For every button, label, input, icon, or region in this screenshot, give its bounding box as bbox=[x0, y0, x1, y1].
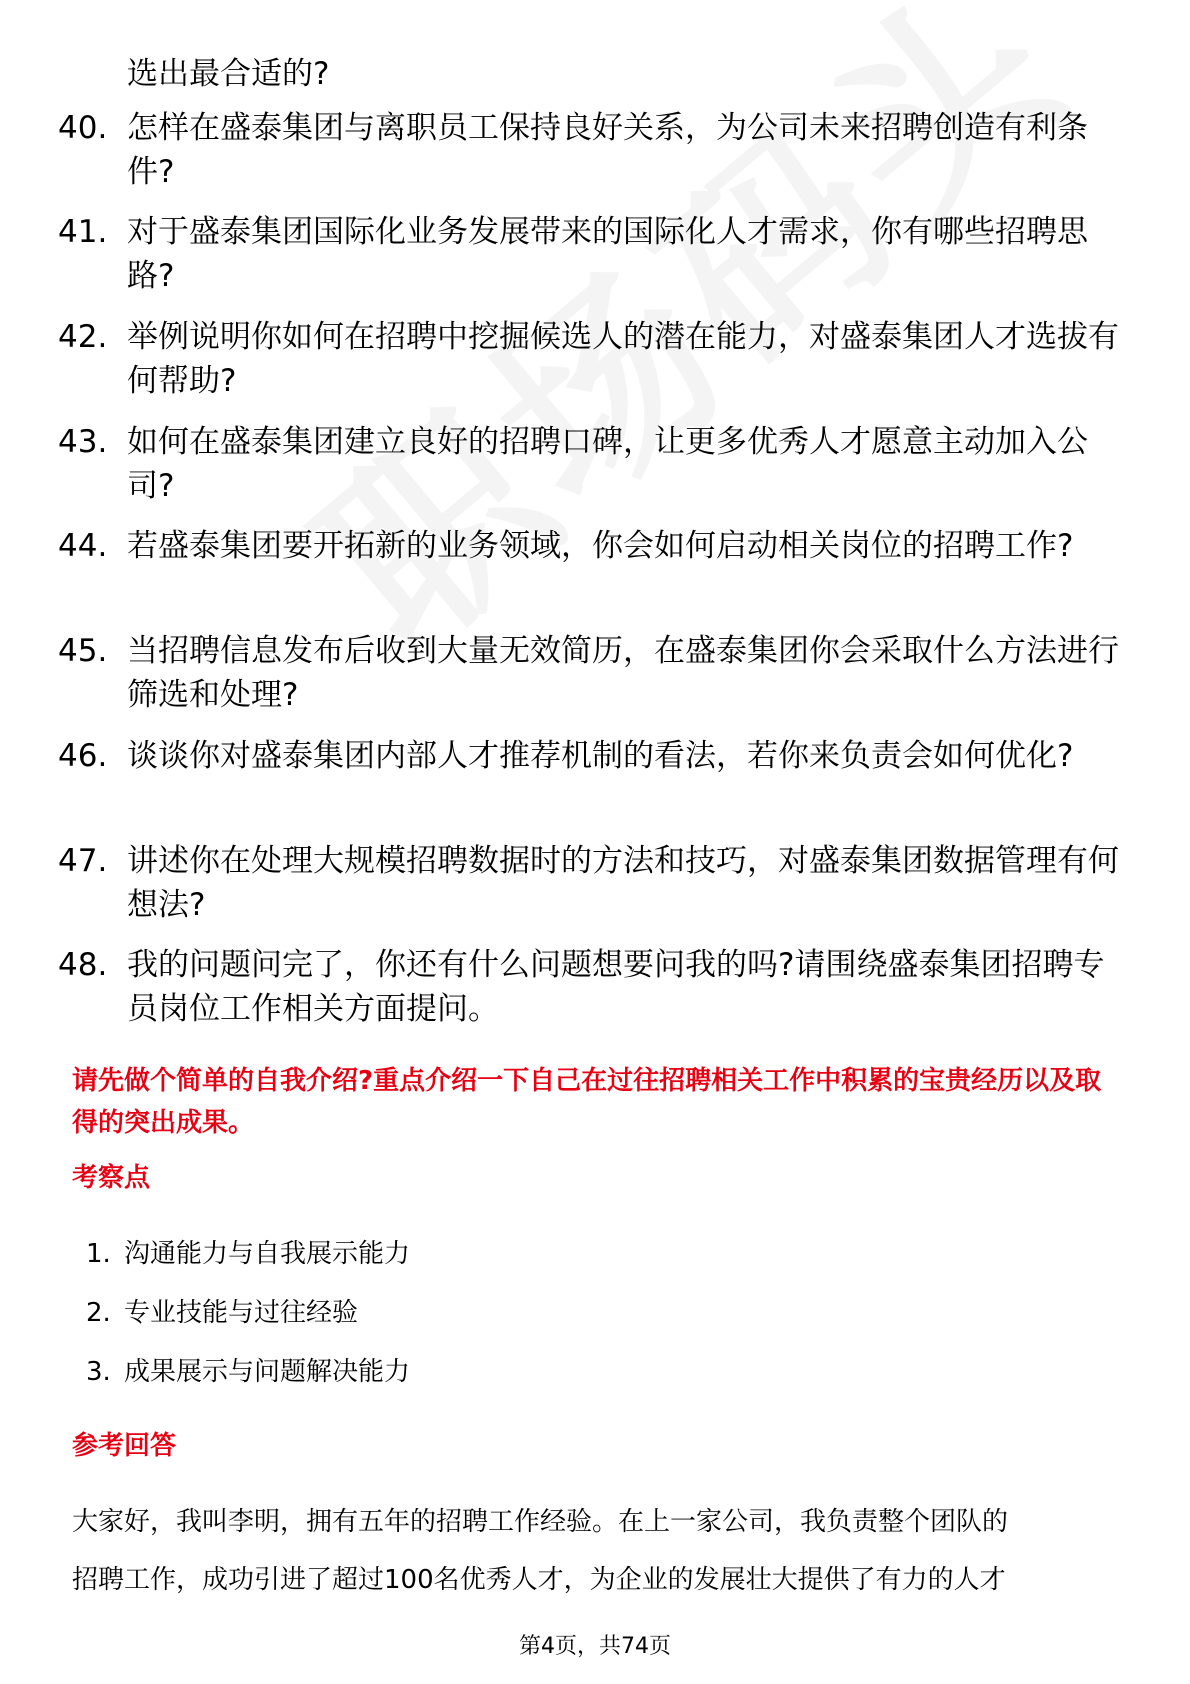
question-number: 42. bbox=[58, 319, 108, 355]
assessment-point-text: 成果展示与问题解决能力 bbox=[124, 1357, 411, 1387]
question-item bbox=[58, 734, 1118, 778]
question-item bbox=[58, 315, 1118, 403]
question-number: 44. bbox=[58, 528, 108, 564]
answer-line: 大家好，我叫李明，拥有五年的招聘工作经验。在上一家公司，我负责整个团队的 bbox=[72, 1507, 1009, 1537]
question-text: 对于盛泰集团国际化业务发展带来的国际化人才需求，你有哪些招聘思路? bbox=[127, 214, 1088, 294]
question-number: 48. bbox=[58, 947, 108, 983]
question-item bbox=[58, 839, 1118, 927]
reference-heading: 参考回答 bbox=[72, 1431, 177, 1461]
question-number: 41. bbox=[58, 214, 108, 250]
assessment-point-number: 2. bbox=[86, 1298, 111, 1328]
page-footer: 第4页，共74页 bbox=[519, 1634, 671, 1659]
reference-answer bbox=[72, 1493, 1122, 1609]
question-text: 若盛泰集团要开拓新的业务领域，你会如何启动相关岗位的招聘工作? bbox=[127, 528, 1074, 564]
question-text: 如何在盛泰集团建立良好的招聘口碑，让更多优秀人才愿意主动加入公司? bbox=[127, 424, 1088, 504]
question-text: 谈谈你对盛泰集团内部人才推荐机制的看法，若你来负责会如何优化? bbox=[127, 738, 1074, 774]
question-number: 43. bbox=[58, 424, 108, 460]
assessment-point bbox=[86, 1295, 358, 1331]
question-item bbox=[58, 106, 1118, 194]
assessment-point-text: 专业技能与过往经验 bbox=[124, 1298, 359, 1328]
assessment-point-text: 沟通能力与自我展示能力 bbox=[124, 1239, 411, 1269]
assessment-point-number: 3. bbox=[86, 1357, 111, 1387]
assessment-heading: 考察点 bbox=[72, 1163, 151, 1193]
question-item bbox=[58, 943, 1118, 1031]
question-item bbox=[58, 629, 1118, 717]
question-text: 举例说明你如何在招聘中挖掘候选人的潜在能力，对盛泰集团人才选拔有何帮助? bbox=[127, 319, 1119, 399]
question-text: 当招聘信息发布后收到大量无效简历，在盛泰集团你会采取什么方法进行筛选和处理? bbox=[127, 633, 1119, 713]
question-number: 45. bbox=[58, 633, 108, 669]
assessment-point-number: 1. bbox=[86, 1239, 111, 1269]
question-text: 怎样在盛泰集团与离职员工保持良好关系，为公司未来招聘创造有利条件? bbox=[127, 110, 1088, 190]
assessment-point bbox=[86, 1236, 410, 1272]
question-text: 我的问题问完了，你还有什么问题想要问我的吗?请围绕盛泰集团招聘专员岗位工作相关方面提问。 bbox=[127, 947, 1105, 1027]
question-continuation: 选出最合适的? bbox=[127, 56, 330, 92]
question-number: 47. bbox=[58, 843, 108, 879]
question-text: 讲述你在处理大规模招聘数据时的方法和技巧，对盛泰集团数据管理有何想法? bbox=[127, 843, 1119, 923]
question-item bbox=[58, 210, 1118, 298]
question-number: 40. bbox=[58, 110, 108, 146]
assessment-point bbox=[86, 1354, 410, 1390]
featured-question: 请先做个简单的自我介绍?重点介绍一下自己在过往招聘相关工作中积累的宝贵经历以及取得的突出成果。 bbox=[72, 1066, 1102, 1138]
question-item bbox=[58, 524, 1118, 568]
question-item bbox=[58, 420, 1118, 508]
question-number: 46. bbox=[58, 738, 108, 774]
answer-line: 招聘工作，成功引进了超过100名优秀人才，为企业的发展壮大提供了有力的人才 bbox=[72, 1565, 1006, 1595]
